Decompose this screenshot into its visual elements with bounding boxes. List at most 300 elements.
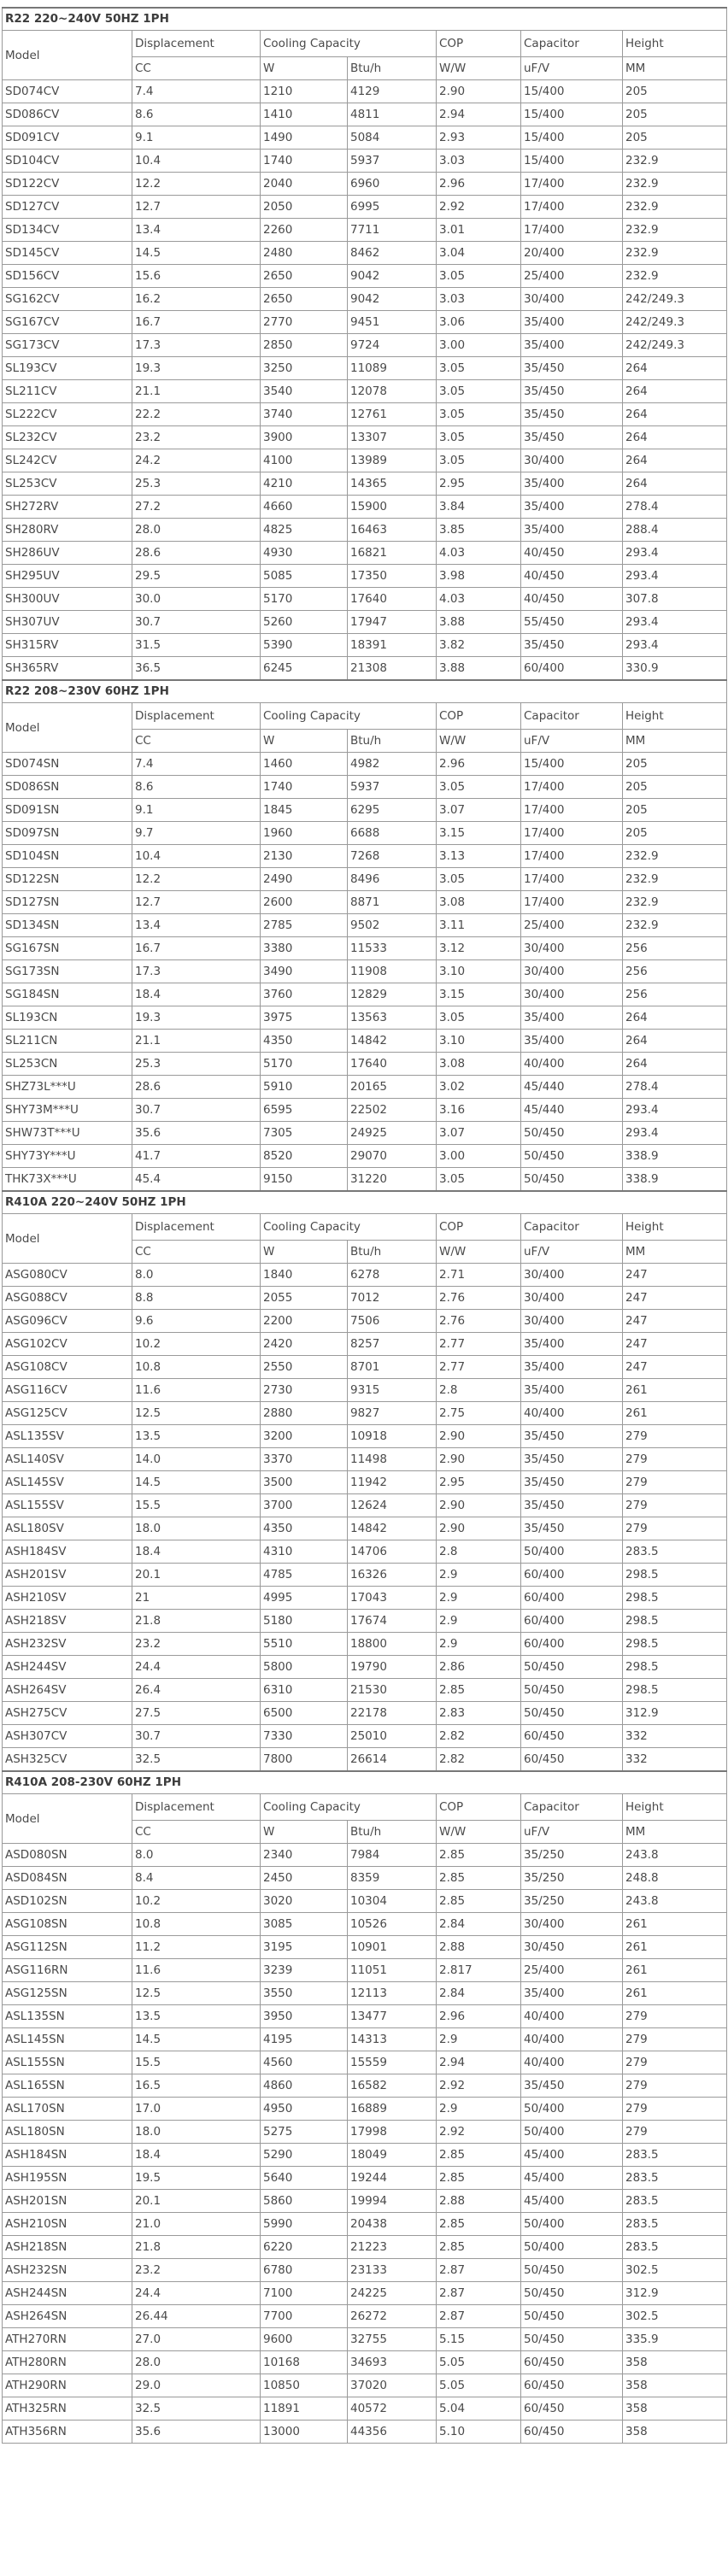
capacity-w-cell: 2420 xyxy=(261,1333,348,1356)
section-title: R410A 220~240V 50HZ 1PH xyxy=(3,1191,727,1214)
displacement-cell: 18.0 xyxy=(132,1517,261,1540)
table-row xyxy=(3,822,727,845)
capacitor-cell: 17/400 xyxy=(521,173,623,196)
displacement-cell: 27.5 xyxy=(132,1702,261,1725)
cop-cell: 3.05 xyxy=(437,868,521,891)
cop-cell: 2.96 xyxy=(437,2005,521,2028)
capacity-btuh-cell: 16582 xyxy=(348,2074,437,2098)
table-row xyxy=(3,891,727,914)
displacement-cell: 24.2 xyxy=(132,449,261,472)
height-cell: 283.5 xyxy=(623,1540,727,1564)
capacity-btuh-cell: 5937 xyxy=(348,776,437,799)
capacity-w-cell: 3740 xyxy=(261,403,348,426)
displacement-cell: 12.5 xyxy=(132,1982,261,2005)
table-row xyxy=(3,1006,727,1030)
displacement-cell: 7.4 xyxy=(132,753,261,776)
model-cell: SD091SN xyxy=(3,799,132,822)
height-cell: 247 xyxy=(623,1287,727,1310)
table-row xyxy=(3,150,727,173)
model-cell: ASL145SN xyxy=(3,2028,132,2051)
capacity-w-cell: 3195 xyxy=(261,1936,348,1959)
cop-cell: 3.02 xyxy=(437,1076,521,1099)
displacement-cell: 29.0 xyxy=(132,2374,261,2397)
cop-cell: 2.95 xyxy=(437,472,521,496)
capacitor-cell: 17/400 xyxy=(521,822,623,845)
height-cell: 338.9 xyxy=(623,1168,727,1192)
cop-cell: 3.15 xyxy=(437,983,521,1006)
cop-cell: 2.90 xyxy=(437,1448,521,1471)
capacity-btuh-cell: 44356 xyxy=(348,2421,437,2444)
cop-cell: 3.88 xyxy=(437,657,521,681)
capacity-btuh-cell: 9042 xyxy=(348,288,437,311)
capacitor-cell: 35/400 xyxy=(521,1006,623,1030)
table-row xyxy=(3,472,727,496)
unit-cc: CC xyxy=(132,1241,261,1264)
cop-cell: 3.05 xyxy=(437,776,521,799)
capacity-w-cell: 4860 xyxy=(261,2074,348,2098)
model-cell: SD097SN xyxy=(3,822,132,845)
capacity-btuh-cell: 25010 xyxy=(348,1725,437,1748)
height-cell: 279 xyxy=(623,2028,727,2051)
displacement-cell: 15.5 xyxy=(132,1494,261,1517)
height-cell: 288.4 xyxy=(623,519,727,542)
height-cell: 358 xyxy=(623,2374,727,2397)
capacity-w-cell: 4950 xyxy=(261,2098,348,2121)
capacitor-cell: 25/400 xyxy=(521,265,623,288)
model-cell: ASD084SN xyxy=(3,1867,132,1890)
table-row xyxy=(3,1333,727,1356)
capacitor-cell: 35/450 xyxy=(521,380,623,403)
height-cell: 232.9 xyxy=(623,196,727,219)
model-cell: ASL170SN xyxy=(3,2098,132,2121)
displacement-cell: 13.4 xyxy=(132,914,261,937)
capacitor-cell: 30/400 xyxy=(521,288,623,311)
capacitor-cell: 30/400 xyxy=(521,1287,623,1310)
table-row xyxy=(3,1099,727,1122)
displacement-cell: 21 xyxy=(132,1587,261,1610)
displacement-cell: 16.2 xyxy=(132,288,261,311)
cop-cell: 3.06 xyxy=(437,311,521,334)
displacement-cell: 30.0 xyxy=(132,588,261,611)
table-row xyxy=(3,868,727,891)
cop-cell: 2.85 xyxy=(437,1844,521,1867)
cop-cell: 2.87 xyxy=(437,2259,521,2282)
capacity-btuh-cell: 20438 xyxy=(348,2213,437,2236)
displacement-cell: 9.6 xyxy=(132,1310,261,1333)
height-cell: 205 xyxy=(623,126,727,150)
cop-cell: 2.88 xyxy=(437,1936,521,1959)
cop-cell: 3.13 xyxy=(437,845,521,868)
table-row xyxy=(3,2051,727,2074)
displacement-cell: 22.2 xyxy=(132,403,261,426)
capacity-btuh-cell: 17640 xyxy=(348,588,437,611)
model-cell: SL211CN xyxy=(3,1030,132,1053)
table-row xyxy=(3,2421,727,2444)
height-cell: 298.5 xyxy=(623,1656,727,1679)
capacitor-cell: 17/400 xyxy=(521,219,623,242)
model-header: Model xyxy=(3,1794,132,1844)
capacity-btuh-cell: 7711 xyxy=(348,219,437,242)
model-cell: SHW73T***U xyxy=(3,1122,132,1145)
capacitor-cell: 50/450 xyxy=(521,2259,623,2282)
capacity-w-cell: 2040 xyxy=(261,173,348,196)
capacity-btuh-cell: 17998 xyxy=(348,2121,437,2144)
capacitor-cell: 50/450 xyxy=(521,2328,623,2351)
capacitor-cell: 35/450 xyxy=(521,634,623,657)
capacitor-cell: 35/450 xyxy=(521,1448,623,1471)
model-cell: THK73X***U xyxy=(3,1168,132,1192)
capacity-w-cell: 5085 xyxy=(261,565,348,588)
height-cell: 283.5 xyxy=(623,2167,727,2190)
capacity-btuh-cell: 8359 xyxy=(348,1867,437,1890)
table-row xyxy=(3,565,727,588)
cop-cell: 3.05 xyxy=(437,1006,521,1030)
capacity-btuh-cell: 9042 xyxy=(348,265,437,288)
cop-cell: 2.85 xyxy=(437,1867,521,1890)
capacity-btuh-cell: 18800 xyxy=(348,1633,437,1656)
capacitor-cell: 50/400 xyxy=(521,2121,623,2144)
capacitor-cell: 60/400 xyxy=(521,1610,623,1633)
model-cell: SHY73M***U xyxy=(3,1099,132,1122)
capacity-btuh-cell: 12078 xyxy=(348,380,437,403)
height-cell: 264 xyxy=(623,449,727,472)
capacity-w-cell: 9150 xyxy=(261,1168,348,1192)
capacity-w-cell: 6220 xyxy=(261,2236,348,2259)
model-cell: ASL165SN xyxy=(3,2074,132,2098)
capacitor-cell: 30/400 xyxy=(521,449,623,472)
capacity-w-cell: 2785 xyxy=(261,914,348,937)
cop-cell: 2.90 xyxy=(437,1494,521,1517)
capacity-btuh-cell: 17043 xyxy=(348,1587,437,1610)
unit-ww: W/W xyxy=(437,1241,521,1264)
capacitor-cell: 55/450 xyxy=(521,611,623,634)
model-cell: SD122SN xyxy=(3,868,132,891)
displacement-cell: 11.6 xyxy=(132,1379,261,1402)
section-title-row xyxy=(3,680,727,703)
table-row xyxy=(3,2397,727,2421)
capacity-w-cell: 5390 xyxy=(261,634,348,657)
cop-cell: 2.84 xyxy=(437,1982,521,2005)
capacity-btuh-cell: 5937 xyxy=(348,150,437,173)
table-row xyxy=(3,1982,727,2005)
model-cell: SH272RV xyxy=(3,496,132,519)
height-cell: 358 xyxy=(623,2421,727,2444)
capacity-btuh-cell: 13477 xyxy=(348,2005,437,2028)
capacity-btuh-cell: 9724 xyxy=(348,334,437,357)
height-cell: 293.4 xyxy=(623,565,727,588)
model-cell: SH300UV xyxy=(3,588,132,611)
height-cell: 302.5 xyxy=(623,2259,727,2282)
displacement-cell: 11.6 xyxy=(132,1959,261,1982)
model-cell: SD086SN xyxy=(3,776,132,799)
model-header: Model xyxy=(3,31,132,80)
displacement-cell: 24.4 xyxy=(132,1656,261,1679)
table-row xyxy=(3,914,727,937)
table-row xyxy=(3,1471,727,1494)
capacity-btuh-cell: 4811 xyxy=(348,103,437,126)
capacitor-cell: 60/400 xyxy=(521,1564,623,1587)
model-cell: ASH184SN xyxy=(3,2144,132,2167)
displacement-cell: 10.8 xyxy=(132,1356,261,1379)
table-row xyxy=(3,1890,727,1913)
table-row xyxy=(3,634,727,657)
cop-cell: 2.90 xyxy=(437,80,521,103)
capacity-btuh-cell: 4982 xyxy=(348,753,437,776)
capacity-btuh-cell: 24925 xyxy=(348,1122,437,1145)
height-cell: 279 xyxy=(623,1517,727,1540)
cop-cell: 4.03 xyxy=(437,542,521,565)
model-cell: SD145CV xyxy=(3,242,132,265)
cop-cell: 2.85 xyxy=(437,1679,521,1702)
capacity-w-cell: 4785 xyxy=(261,1564,348,1587)
cop-cell: 2.82 xyxy=(437,1748,521,1772)
table-row xyxy=(3,657,727,681)
cop-cell: 3.10 xyxy=(437,960,521,983)
capacity-w-cell: 5860 xyxy=(261,2190,348,2213)
displacement-cell: 30.7 xyxy=(132,1099,261,1122)
capacity-w-cell: 2550 xyxy=(261,1356,348,1379)
model-cell: ASH184SV xyxy=(3,1540,132,1564)
height-cell: 338.9 xyxy=(623,1145,727,1168)
height-cell: 293.4 xyxy=(623,1099,727,1122)
capacity-btuh-cell: 17947 xyxy=(348,611,437,634)
unit-btuh: Btu/h xyxy=(348,1241,437,1264)
cop-cell: 3.12 xyxy=(437,937,521,960)
capacitor-cell: 35/400 xyxy=(521,311,623,334)
height-cell: 279 xyxy=(623,1425,727,1448)
displacement-cell: 15.6 xyxy=(132,265,261,288)
displacement-cell: 12.2 xyxy=(132,173,261,196)
height-cell: 232.9 xyxy=(623,868,727,891)
capacity-w-cell: 1490 xyxy=(261,126,348,150)
capacity-w-cell: 3239 xyxy=(261,1959,348,1982)
model-cell: ASG096CV xyxy=(3,1310,132,1333)
model-cell: ASL135SN xyxy=(3,2005,132,2028)
capacity-btuh-cell: 7268 xyxy=(348,845,437,868)
table-row xyxy=(3,588,727,611)
capacitor-cell: 60/450 xyxy=(521,2351,623,2374)
table-row xyxy=(3,1425,727,1448)
table-row xyxy=(3,196,727,219)
capacitor-cell: 15/400 xyxy=(521,103,623,126)
model-cell: SL253CN xyxy=(3,1053,132,1076)
unit-ww: W/W xyxy=(437,730,521,753)
displacement-cell: 41.7 xyxy=(132,1145,261,1168)
height-cell: 293.4 xyxy=(623,611,727,634)
displacement-cell: 28.6 xyxy=(132,1076,261,1099)
capacitor-cell: 17/400 xyxy=(521,845,623,868)
cop-cell: 3.07 xyxy=(437,1122,521,1145)
height-cell: 261 xyxy=(623,1379,727,1402)
capacity-w-cell: 3085 xyxy=(261,1913,348,1936)
height-cell: 283.5 xyxy=(623,2236,727,2259)
capacitor-cell: 35/450 xyxy=(521,403,623,426)
height-cell: 330.9 xyxy=(623,657,727,681)
capacitor-cell: 50/400 xyxy=(521,2236,623,2259)
cop-cell: 2.8 xyxy=(437,1379,521,1402)
capacity-w-cell: 3760 xyxy=(261,983,348,1006)
cop-cell: 2.9 xyxy=(437,1587,521,1610)
cop-cell: 2.85 xyxy=(437,1890,521,1913)
capacitor-cell: 50/400 xyxy=(521,2098,623,2121)
unit-cc: CC xyxy=(132,1821,261,1844)
capacity-btuh-cell: 10918 xyxy=(348,1425,437,1448)
capacitor-cell: 40/450 xyxy=(521,565,623,588)
capacity-btuh-cell: 22178 xyxy=(348,1702,437,1725)
model-cell: ASH325CV xyxy=(3,1748,132,1772)
capacity-w-cell: 9600 xyxy=(261,2328,348,2351)
capacitor-cell: 35/400 xyxy=(521,472,623,496)
height-cell: 302.5 xyxy=(623,2305,727,2328)
height-cell: 279 xyxy=(623,1494,727,1517)
capacitor-cell: 25/400 xyxy=(521,1959,623,1982)
capacitor-cell: 17/400 xyxy=(521,776,623,799)
cop-cell: 2.92 xyxy=(437,196,521,219)
cop-cell: 2.77 xyxy=(437,1333,521,1356)
model-cell: SD074SN xyxy=(3,753,132,776)
capacity-w-cell: 4660 xyxy=(261,496,348,519)
displacement-cell: 9.7 xyxy=(132,822,261,845)
cop-cell: 3.98 xyxy=(437,565,521,588)
capacitor-cell: 17/400 xyxy=(521,868,623,891)
capacity-w-cell: 4560 xyxy=(261,2051,348,2074)
model-cell: ASG108CV xyxy=(3,1356,132,1379)
height-cell: 298.5 xyxy=(623,1610,727,1633)
table-row xyxy=(3,2236,727,2259)
height-cell: 261 xyxy=(623,1982,727,2005)
cop-header: COP xyxy=(437,1214,521,1241)
height-cell: 247 xyxy=(623,1333,727,1356)
capacity-btuh-cell: 13989 xyxy=(348,449,437,472)
displacement-cell: 8.6 xyxy=(132,776,261,799)
capacitor-cell: 40/400 xyxy=(521,2051,623,2074)
capacity-w-cell: 3975 xyxy=(261,1006,348,1030)
displacement-cell: 8.0 xyxy=(132,1264,261,1287)
model-cell: SG162CV xyxy=(3,288,132,311)
capacity-btuh-cell: 12624 xyxy=(348,1494,437,1517)
table-row xyxy=(3,242,727,265)
model-cell: ATH325RN xyxy=(3,2397,132,2421)
table-row xyxy=(3,1168,727,1192)
displacement-cell: 28.0 xyxy=(132,2351,261,2374)
capacity-btuh-cell: 8871 xyxy=(348,891,437,914)
height-cell: 261 xyxy=(623,1936,727,1959)
table-row xyxy=(3,960,727,983)
displacement-cell: 20.1 xyxy=(132,1564,261,1587)
table-row xyxy=(3,1076,727,1099)
cop-cell: 5.15 xyxy=(437,2328,521,2351)
model-cell: SG167CV xyxy=(3,311,132,334)
cop-cell: 2.87 xyxy=(437,2282,521,2305)
height-cell: 247 xyxy=(623,1356,727,1379)
capacity-btuh-cell: 7984 xyxy=(348,1844,437,1867)
capacity-w-cell: 2770 xyxy=(261,311,348,334)
cop-cell: 3.05 xyxy=(437,1168,521,1192)
capacity-btuh-cell: 26614 xyxy=(348,1748,437,1772)
model-cell: SL232CV xyxy=(3,426,132,449)
displacement-cell: 19.5 xyxy=(132,2167,261,2190)
capacity-btuh-cell: 4129 xyxy=(348,80,437,103)
table-row xyxy=(3,1540,727,1564)
capacitor-cell: 35/450 xyxy=(521,426,623,449)
capacitor-cell: 35/450 xyxy=(521,1471,623,1494)
capacity-btuh-cell: 9502 xyxy=(348,914,437,937)
cop-cell: 3.01 xyxy=(437,219,521,242)
displacement-cell: 35.6 xyxy=(132,2421,261,2444)
displacement-cell: 10.8 xyxy=(132,1913,261,1936)
table-row xyxy=(3,2351,727,2374)
capacitor-cell: 15/400 xyxy=(521,126,623,150)
capacity-w-cell: 6595 xyxy=(261,1099,348,1122)
cop-cell: 2.85 xyxy=(437,2236,521,2259)
unit-ww: W/W xyxy=(437,1821,521,1844)
height-cell: 256 xyxy=(623,960,727,983)
model-cell: SH307UV xyxy=(3,611,132,634)
capacity-btuh-cell: 26272 xyxy=(348,2305,437,2328)
model-cell: SD127SN xyxy=(3,891,132,914)
table-row xyxy=(3,2167,727,2190)
height-cell: 264 xyxy=(623,403,727,426)
cop-cell: 3.04 xyxy=(437,242,521,265)
model-cell: ASD102SN xyxy=(3,1890,132,1913)
cop-cell: 3.00 xyxy=(437,1145,521,1168)
model-header: Model xyxy=(3,703,132,753)
capacity-btuh-cell: 21530 xyxy=(348,1679,437,1702)
capacitor-cell: 35/250 xyxy=(521,1867,623,1890)
capacity-btuh-cell: 10304 xyxy=(348,1890,437,1913)
cop-cell: 2.86 xyxy=(437,1656,521,1679)
displacement-cell: 16.5 xyxy=(132,2074,261,2098)
displacement-cell: 18.0 xyxy=(132,2121,261,2144)
height-cell: 264 xyxy=(623,472,727,496)
cop-cell: 3.10 xyxy=(437,1030,521,1053)
capacitor-cell: 50/450 xyxy=(521,1145,623,1168)
capacity-btuh-cell: 40572 xyxy=(348,2397,437,2421)
cop-cell: 2.90 xyxy=(437,1425,521,1448)
table-row xyxy=(3,1936,727,1959)
capacity-w-cell: 3380 xyxy=(261,937,348,960)
cop-cell: 3.16 xyxy=(437,1099,521,1122)
height-cell: 264 xyxy=(623,426,727,449)
table-row xyxy=(3,403,727,426)
cop-cell: 3.15 xyxy=(437,822,521,845)
capacity-w-cell: 5260 xyxy=(261,611,348,634)
capacity-w-cell: 2650 xyxy=(261,265,348,288)
displacement-cell: 19.3 xyxy=(132,357,261,380)
table-row xyxy=(3,2074,727,2098)
capacity-btuh-cell: 11089 xyxy=(348,357,437,380)
height-cell: 232.9 xyxy=(623,845,727,868)
capacity-w-cell: 5640 xyxy=(261,2167,348,2190)
capacitor-cell: 35/400 xyxy=(521,1356,623,1379)
capacitor-cell: 35/400 xyxy=(521,1030,623,1053)
displacement-cell: 10.4 xyxy=(132,845,261,868)
cooling-capacity-header: Cooling Capacity xyxy=(261,1794,437,1821)
capacity-btuh-cell: 12761 xyxy=(348,403,437,426)
capacity-w-cell: 2600 xyxy=(261,891,348,914)
cop-cell: 2.85 xyxy=(437,2213,521,2236)
model-cell: ASD080SN xyxy=(3,1844,132,1867)
unit-cc: CC xyxy=(132,730,261,753)
capacity-w-cell: 4195 xyxy=(261,2028,348,2051)
capacity-w-cell: 2480 xyxy=(261,242,348,265)
table-row xyxy=(3,1379,727,1402)
table-row xyxy=(3,449,727,472)
table-row xyxy=(3,2005,727,2028)
table-row xyxy=(3,937,727,960)
capacity-w-cell: 7700 xyxy=(261,2305,348,2328)
model-cell: SH315RV xyxy=(3,634,132,657)
